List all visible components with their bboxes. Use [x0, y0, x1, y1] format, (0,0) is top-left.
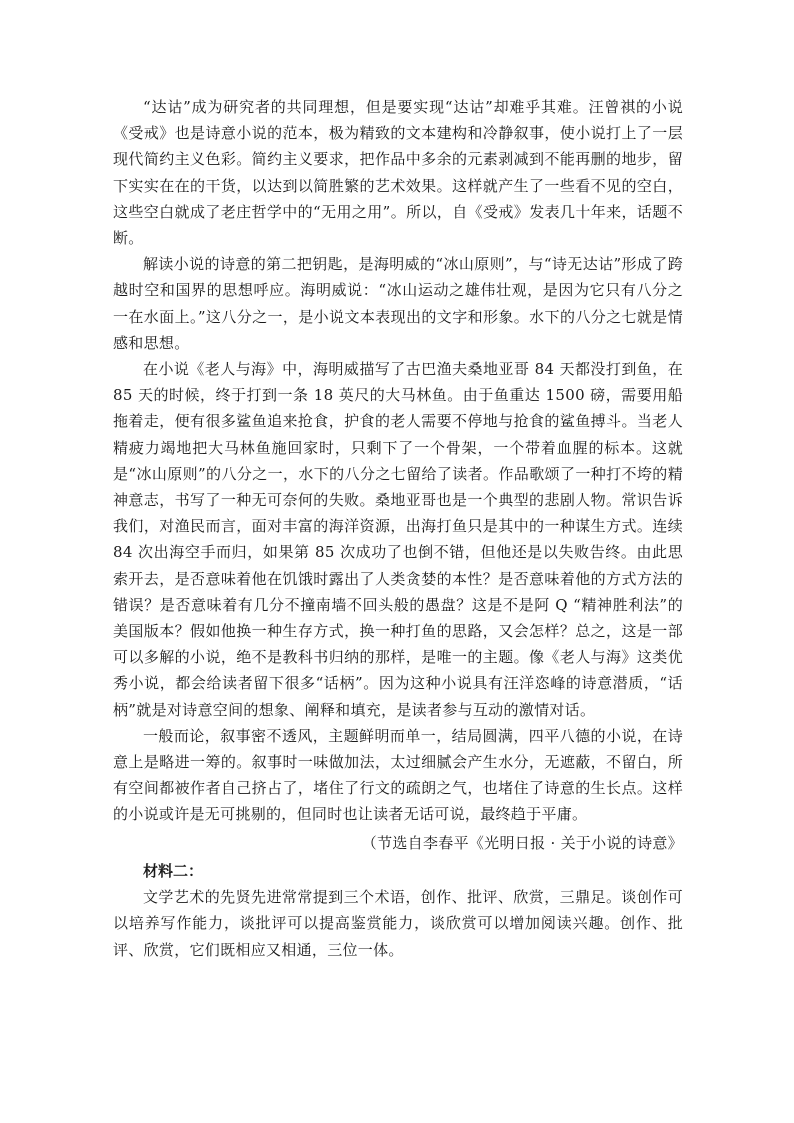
material-two-heading: 材料二： [143, 861, 204, 880]
body-paragraph-3: 在小说《老人与海》中，海明威描写了古巴渔夫桑地亚哥 84 天都没打到鱼，在 85 天的时候，终于打到一条 18 英尺的大马林鱼。由于鱼重达 1500 磅，需要用船拖着走，便有很多鲨鱼追来抢食，护食的老人需要不停地与抢食的鲨鱼搏斗。当老人精疲力竭地把大马林鱼施回家时，只剩下了一个骨架，一个带着血腥的标本。这就是“冰山原则”的八分之一，水下的八分之七留给了读者。作品歌颂了一种打不垮的精神意志，书写了一种无可奈何的失败。桑地亚哥也是一个典型的悲剧人物。常识告诉我们，对渔民而言，面对丰富的海洋资源，出海打鱼只是其中的一种谋生方式。连续 84 次出海空手而归，如果第 85 次成功了也倒不错，但他还是以失败告终。由此思索开去，是否意味着他在饥饿时露出了人类贪婪的本性？是否意味着他的方式方法的错误？是否意味着有几分不撞南墙不回头般的愚盘？这是不是阿 Q “精神胜利法”的美国版本？假如他换一种生存方式，换一种打鱼的思路，又会怎样？总之，这是一部可以多解的小说，绝不是教科书归纳的那样，是唯一的主题。像《老人与海》这类优秀小说，都会给读者留下很多“话柄”。因为这种小说具有汪洋恣峰的诗意潜质，“话柄”就是对诗意空间的想象、阐释和填充，是读者参与互动的激情对话。 [113, 360, 683, 719]
body-paragraph-2: 解读小说的诗意的第二把钥匙，是海明威的“冰山原则”，与“诗无达诂”形成了跨越时空和国界的思想呼应。海明威说：“冰山运动之雄伟壮观，是因为它只有八分之一在水面上。”这八分之一，是小说文本表现出的文字和形象。水下的八分之七就是情感和思想。 [113, 255, 683, 352]
material-two-paragraph-1: 文学艺术的先贤先进常常提到三个术语，创作、批评、欣赏，三鼎足。谈创作可以培养写作能力，谈批评可以提高鉴赏能力，谈欣赏可以增加阅读兴趣。创作、批评、欣赏，它们既相应又相通，三位一体。 [113, 888, 683, 959]
body-paragraph-1: “达诂”成为研究者的共同理想，但是要实现“达诂”却难乎其难。汪曾祺的小说《受戒》也是诗意小说的范本，极为精致的文本建构和冷静叙事，使小说打上了一层现代简约主义色彩。简约主义要求，把作品中多余的元素剥减到不能再删的地步，留下实实在在的干货，以达到以简胜繁的艺术效果。这样就产生了一些看不见的空白，这些空白就成了老庄哲学中的“无用之用”。所以，自《受戒》发表几十年来，话题不断。 [113, 98, 683, 248]
document-page [113, 94, 683, 963]
body-paragraph-4: 一般而论，叙事密不透风，主题鲜明而单一，结局圆满，四平八德的小说，在诗意上是略进一筹的。叙事时一味做加法，太过细腻会产生水分，无遮蔽，不留白，所有空间都被作者自己挤占了，堵住了行文的疏朗之气，也堵住了诗意的生长点。这样的小说或许是无可挑剔的，但同时也让读者无话可说，最终趋于平庸。 [113, 726, 683, 824]
source-citation: （节选自李春平《光明日报 · 关于小说的诗意》 [361, 833, 683, 852]
